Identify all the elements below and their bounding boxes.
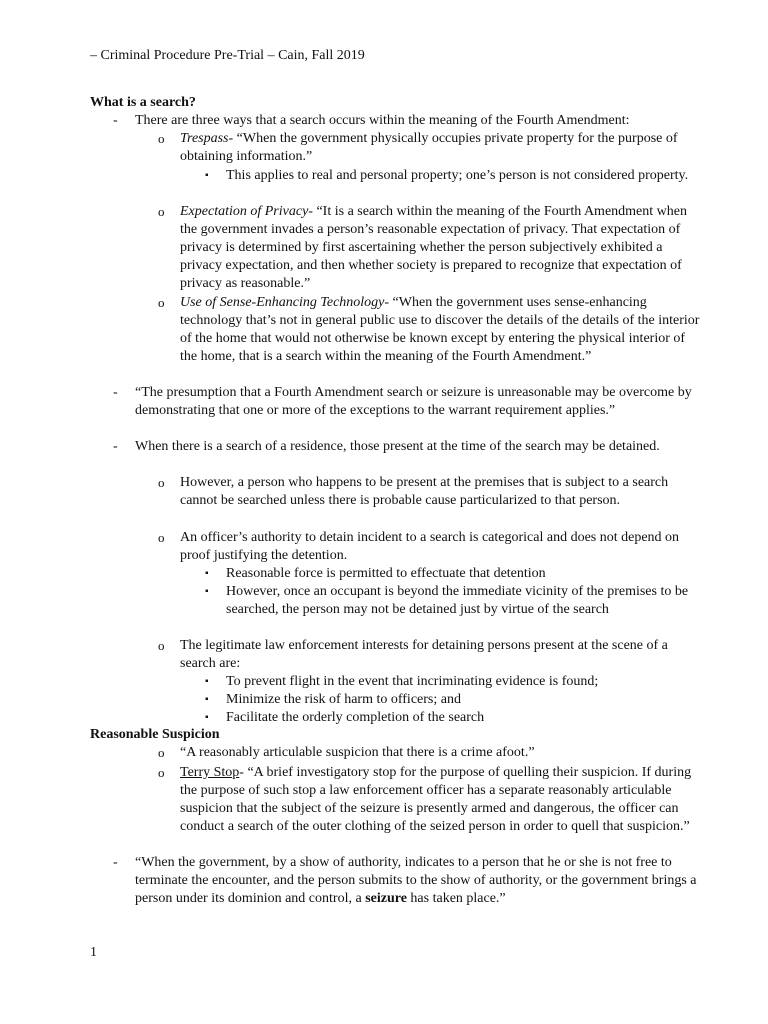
square-marker: ▪	[205, 170, 209, 181]
square-marker: ▪	[205, 568, 209, 579]
term-terry-stop: Terry Stop	[180, 765, 240, 780]
dash-marker: -	[113, 439, 118, 454]
list-item-text: Trespass- “When the government physically occupies private property for the purpose of obtaining information.”	[180, 131, 678, 164]
circle-marker: o	[158, 765, 165, 780]
list-item-text: Facilitate the orderly completion of the search	[226, 710, 485, 725]
list-item-text: “A reasonably articulable suspicion that there is a crime afoot.”	[180, 745, 535, 760]
circle-marker: o	[158, 295, 165, 310]
dash-marker: -	[113, 855, 118, 870]
list-item-text: An officer’s authority to detain incident to a search is categorical and does not depend on proof justifying the detention.	[180, 530, 680, 563]
term-sense-enhancing-technology: Use of Sense-Enhancing Technology	[180, 295, 385, 310]
list-item-text: Minimize the risk of harm to officers; and	[226, 692, 461, 707]
list-item-text: However, a person who happens to be present at the premises that is subject to a search cannot be searched unless there is probable cause particularized to that person.	[180, 475, 669, 508]
list-item-text: However, once an occupant is beyond the immediate vicinity of the premises to be searched, the person may not be detained just by virtue of the search	[226, 584, 689, 617]
term-seizure: seizure	[365, 891, 407, 906]
square-marker: ▪	[205, 586, 209, 597]
list-item-text: This applies to real and personal property; one’s person is not considered property.	[226, 168, 689, 183]
list-item-text: “The presumption that a Fourth Amendment search or seizure is unreasonable may be overcome by demonstrating that one or more of the exceptions to the warrant requirement applies.”	[135, 385, 692, 418]
circle-marker: o	[158, 530, 165, 545]
page-number: 1	[90, 945, 97, 960]
square-marker: ▪	[205, 694, 209, 705]
list-item-text: The legitimate law enforcement interests for detaining persons present at the scene of a search are:	[180, 638, 668, 671]
dash-marker: -	[113, 113, 118, 128]
list-item-text: To prevent flight in the event that incriminating evidence is found;	[226, 674, 599, 689]
dash-marker: -	[113, 385, 118, 400]
list-item-text: “When the government, by a show of authority, indicates to a person that he or she is not free to terminate the encounter, and the person submits to the show of authority, or the government brings a person under its dominion and control, a seizure has taken place.”	[135, 855, 697, 906]
circle-marker: o	[158, 131, 165, 146]
term-expectation-of-privacy: Expectation of Privacy	[180, 204, 309, 219]
square-marker: ▪	[205, 676, 209, 687]
heading-reasonable-suspicion: Reasonable Suspicion	[90, 727, 220, 742]
list-item-text: Use of Sense-Enhancing Technology- “When the government uses sense-enhancing technology that’s not in general public use to discover the details of the details of the interior of the home that would not otherwise be known except by entering the physical interior of the home, that is a search within the meaning of the Fourth Amendment.”	[180, 295, 700, 364]
list-item-text: Reasonable force is permitted to effectuate that detention	[226, 566, 546, 581]
term-trespass: Trespass	[180, 131, 229, 146]
square-marker: ▪	[205, 712, 209, 723]
list-item-text: There are three ways that a search occurs within the meaning of the Fourth Amendment:	[135, 113, 630, 128]
list-item-text: Terry Stop- “A brief investigatory stop for the purpose of quelling their suspicion. If during the purpose of such stop a law enforcement officer has a separate reasonably articulable suspicion that the subject of the seizure is presently armed and dangerous, the officer can conduct a search of the outer clothing of the seized person in order to quell that suspicion.”	[180, 765, 692, 834]
circle-marker: o	[158, 475, 165, 490]
circle-marker: o	[158, 638, 165, 653]
page-header: – Criminal Procedure Pre-Trial – Cain, Fall 2019	[90, 48, 365, 63]
heading-what-is-a-search: What is a search?	[90, 95, 196, 110]
list-item-text: Expectation of Privacy- “It is a search within the meaning of the Fourth Amendment when the government invades a person’s reasonable expectation of privacy. That expectation of privacy is determined by first ascertaining whether the person subjectively exhibited a privacy expectation, and then whether society is prepared to recognize that expectation of privacy as reasonable.”	[180, 204, 687, 291]
circle-marker: o	[158, 745, 165, 760]
circle-marker: o	[158, 204, 165, 219]
list-item-text: When there is a search of a residence, those present at the time of the search may be detained.	[135, 439, 660, 454]
